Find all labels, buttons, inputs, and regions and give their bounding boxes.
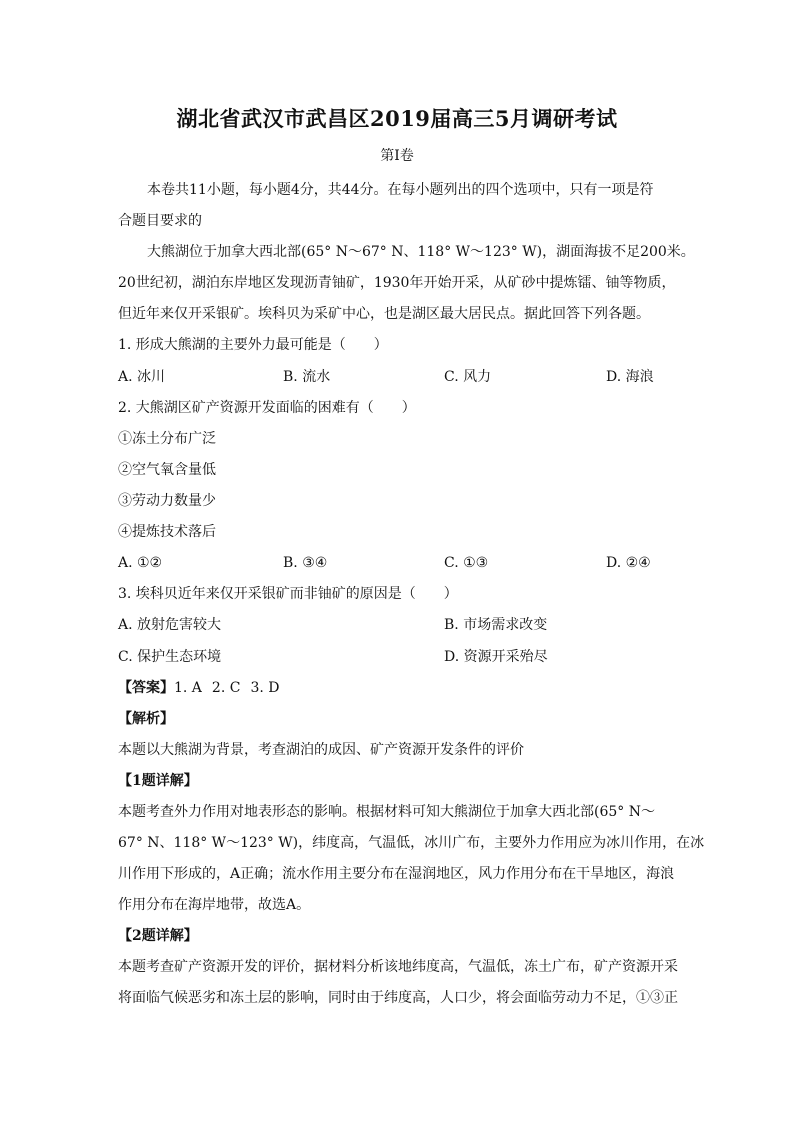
detail-1-line: 本题考查外力作用对地表形态的影响。根据材料可知大熊湖位于加拿大西北部(65° N～ [118, 804, 655, 820]
q2-item: ②空气氧含量低 [118, 462, 216, 478]
q2-option-d: D. ②④ [606, 555, 651, 571]
detail-1-line: 作用分布在海岸地带，故选A。 [118, 897, 311, 913]
q2-option-c: C. ①③ [444, 555, 489, 571]
q2-option-b: B. ③④ [283, 555, 328, 571]
document-title: 湖北省武汉市武昌区2019届高三5月调研考试 [176, 106, 618, 131]
answer-item: 2. C [211, 680, 241, 696]
material-line: 大熊湖位于加拿大西北部(65° N～67° N、118° W～123° W)，湖面海拔不足200米。 [147, 244, 695, 260]
section-subtitle: 第Ⅰ卷 [380, 148, 414, 164]
intro-line: 合题目要求的 [118, 213, 202, 229]
q2-item: ④提炼技术落后 [118, 524, 216, 540]
q3-option-d: D. 资源开采殆尽 [444, 649, 548, 665]
q1-option-b: B. 流水 [283, 369, 331, 385]
q2-item: ③劳动力数量少 [118, 493, 216, 509]
q2-option-a: A. ①② [118, 555, 163, 571]
q3-option-c: C. 保护生态环境 [118, 649, 222, 665]
q1-option-a: A. 冰川 [118, 369, 166, 385]
answer-item: 1. A [174, 680, 202, 696]
detail-1-line: 川作用下形成的，A正确；流水作用主要分布在湿润地区，风力作用分布在干旱地区，海浪 [118, 866, 675, 882]
q2-item: ①冻土分布广泛 [118, 431, 216, 447]
question-1-stem: 1. 形成大熊湖的主要外力最可能是（ ） [118, 337, 388, 353]
intro-line: 本卷共11小题，每小题4分，共44分。在每小题列出的四个选项中，只有一项是符 [147, 182, 654, 198]
detail-2-label: 【2题详解】 [118, 928, 198, 944]
material-line: 20世纪初，湖泊东岸地区发现沥青铀矿，1930年开始开采，从矿砂中提炼镭、铀等物质， [118, 275, 676, 291]
q1-option-c: C. 风力 [444, 369, 492, 385]
answer-item: 3. D [250, 680, 280, 696]
analysis-text: 本题以大熊湖为背景，考查湖泊的成因、矿产资源开发条件的评价 [118, 742, 524, 758]
detail-1-line: 67° N、118° W～123° W)，纬度高，气温低，冰川广布，主要外力作用应为冰川作用，在冰 [118, 835, 705, 851]
detail-2-line: 本题考查矿产资源开发的评价，据材料分析该地纬度高，气温低，冻土广布，矿产资源开采 [118, 959, 678, 975]
q3-option-b: B. 市场需求改变 [444, 617, 548, 633]
question-2-stem: 2. 大熊湖区矿产资源开发面临的困难有（ ） [118, 400, 416, 416]
q1-option-d: D. 海浪 [606, 369, 654, 385]
analysis-label: 【解析】 [118, 711, 174, 727]
material-line: 但近年来仅开采银矿。埃科贝为采矿中心，也是湖区最大居民点。据此回答下列各题。 [118, 306, 650, 322]
detail-2-line: 将面临气候恶劣和冻土层的影响，同时由于纬度高，人口少，将会面临劳动力不足，①③正 [118, 990, 678, 1006]
detail-1-label: 【1题详解】 [118, 773, 198, 789]
q3-option-a: A. 放射危害较大 [118, 617, 222, 633]
answer-label: 【答案】 [118, 680, 174, 696]
question-3-stem: 3. 埃科贝近年来仅开采银矿而非铀矿的原因是（ ） [118, 586, 458, 602]
answer-line [118, 679, 290, 697]
